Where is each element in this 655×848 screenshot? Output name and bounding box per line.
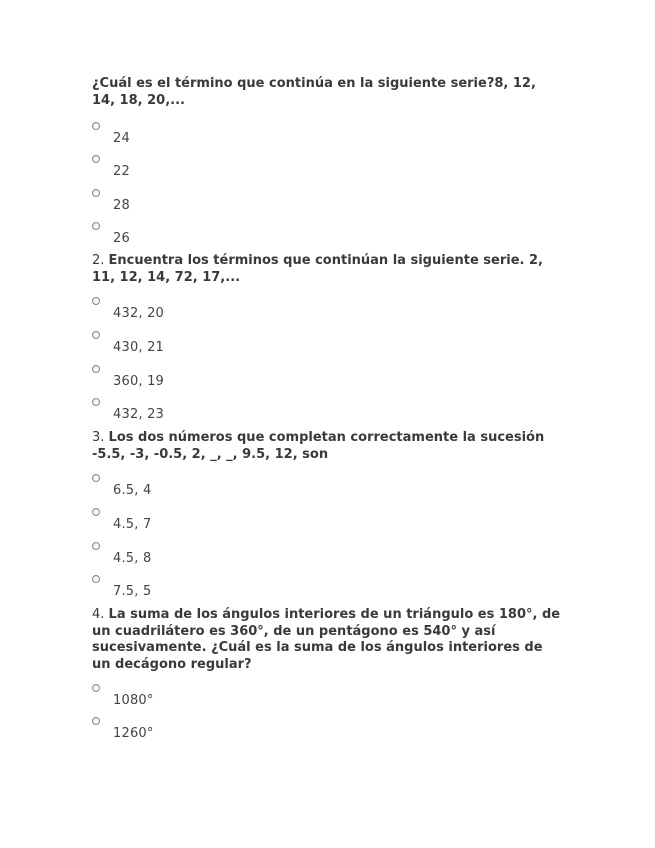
- radio-button[interactable]: [92, 474, 100, 482]
- option-label: 6.5, 4: [113, 483, 152, 498]
- radio-button[interactable]: [92, 717, 100, 725]
- option-label: 432, 23: [113, 407, 165, 422]
- radio-button[interactable]: [92, 365, 100, 373]
- question-2-option-1[interactable]: [92, 297, 292, 327]
- radio-button[interactable]: [92, 398, 100, 406]
- question-2-option-3[interactable]: [92, 365, 292, 395]
- radio-button[interactable]: [92, 122, 100, 130]
- question-3-option-1[interactable]: [92, 474, 292, 504]
- option-label: 432, 20: [113, 306, 165, 321]
- question-1-prompt: ¿Cuál es el término que continúa en la siguiente serie?8, 12, 14, 18, 20,...: [92, 76, 536, 108]
- radio-button[interactable]: [92, 189, 100, 197]
- option-label: 1260°: [113, 726, 154, 741]
- question-2-option-2[interactable]: [92, 331, 292, 361]
- radio-button[interactable]: [92, 297, 100, 305]
- option-label: 4.5, 8: [113, 551, 152, 566]
- option-label: 1080°: [113, 693, 154, 708]
- option-label: 26: [113, 231, 130, 246]
- question-3-number: 3.: [92, 430, 109, 445]
- question-2-option-4[interactable]: [92, 398, 292, 428]
- question-1-text: [92, 76, 562, 109]
- question-4-prompt: La suma de los ángulos interiores de un triángulo es 180°, de un cuadrilátero es 360°, de un pentágono es 540° y así sucesivamente. ¿Cuál es la suma de los ángulos interiores de un decágono regular?: [92, 607, 561, 672]
- radio-button[interactable]: [92, 155, 100, 163]
- radio-button[interactable]: [92, 542, 100, 550]
- question-4-option-1[interactable]: [92, 684, 292, 714]
- question-1-option-4[interactable]: [92, 222, 292, 252]
- question-1-option-1[interactable]: [92, 122, 292, 152]
- radio-button[interactable]: [92, 222, 100, 230]
- radio-button[interactable]: [92, 331, 100, 339]
- radio-button[interactable]: [92, 508, 100, 516]
- question-3-prompt: Los dos números que completan correctamente la sucesión -5.5, -3, -0.5, 2, _, _, 9.5, 12, son: [92, 430, 545, 462]
- question-4-option-2[interactable]: [92, 717, 292, 747]
- question-4-number: 4.: [92, 607, 109, 622]
- option-label: 360, 19: [113, 374, 165, 389]
- option-label: 4.5, 7: [113, 517, 152, 532]
- question-2-text: [92, 253, 562, 286]
- radio-button[interactable]: [92, 575, 100, 583]
- option-label: 28: [113, 198, 130, 213]
- question-3-option-2[interactable]: [92, 508, 292, 538]
- question-1-option-2[interactable]: [92, 155, 292, 185]
- question-2-number: 2.: [92, 253, 109, 268]
- question-3-option-3[interactable]: [92, 542, 292, 572]
- question-4-text: [92, 607, 562, 673]
- question-1-option-3[interactable]: [92, 189, 292, 219]
- question-3-text: [92, 430, 562, 463]
- question-2-prompt: Encuentra los términos que continúan la siguiente serie. 2, 11, 12, 14, 72, 17,...: [92, 253, 543, 285]
- option-label: 430, 21: [113, 340, 165, 355]
- option-label: 7.5, 5: [113, 584, 152, 599]
- option-label: 22: [113, 164, 130, 179]
- question-3-option-4[interactable]: [92, 575, 292, 605]
- radio-button[interactable]: [92, 684, 100, 692]
- option-label: 24: [113, 131, 130, 146]
